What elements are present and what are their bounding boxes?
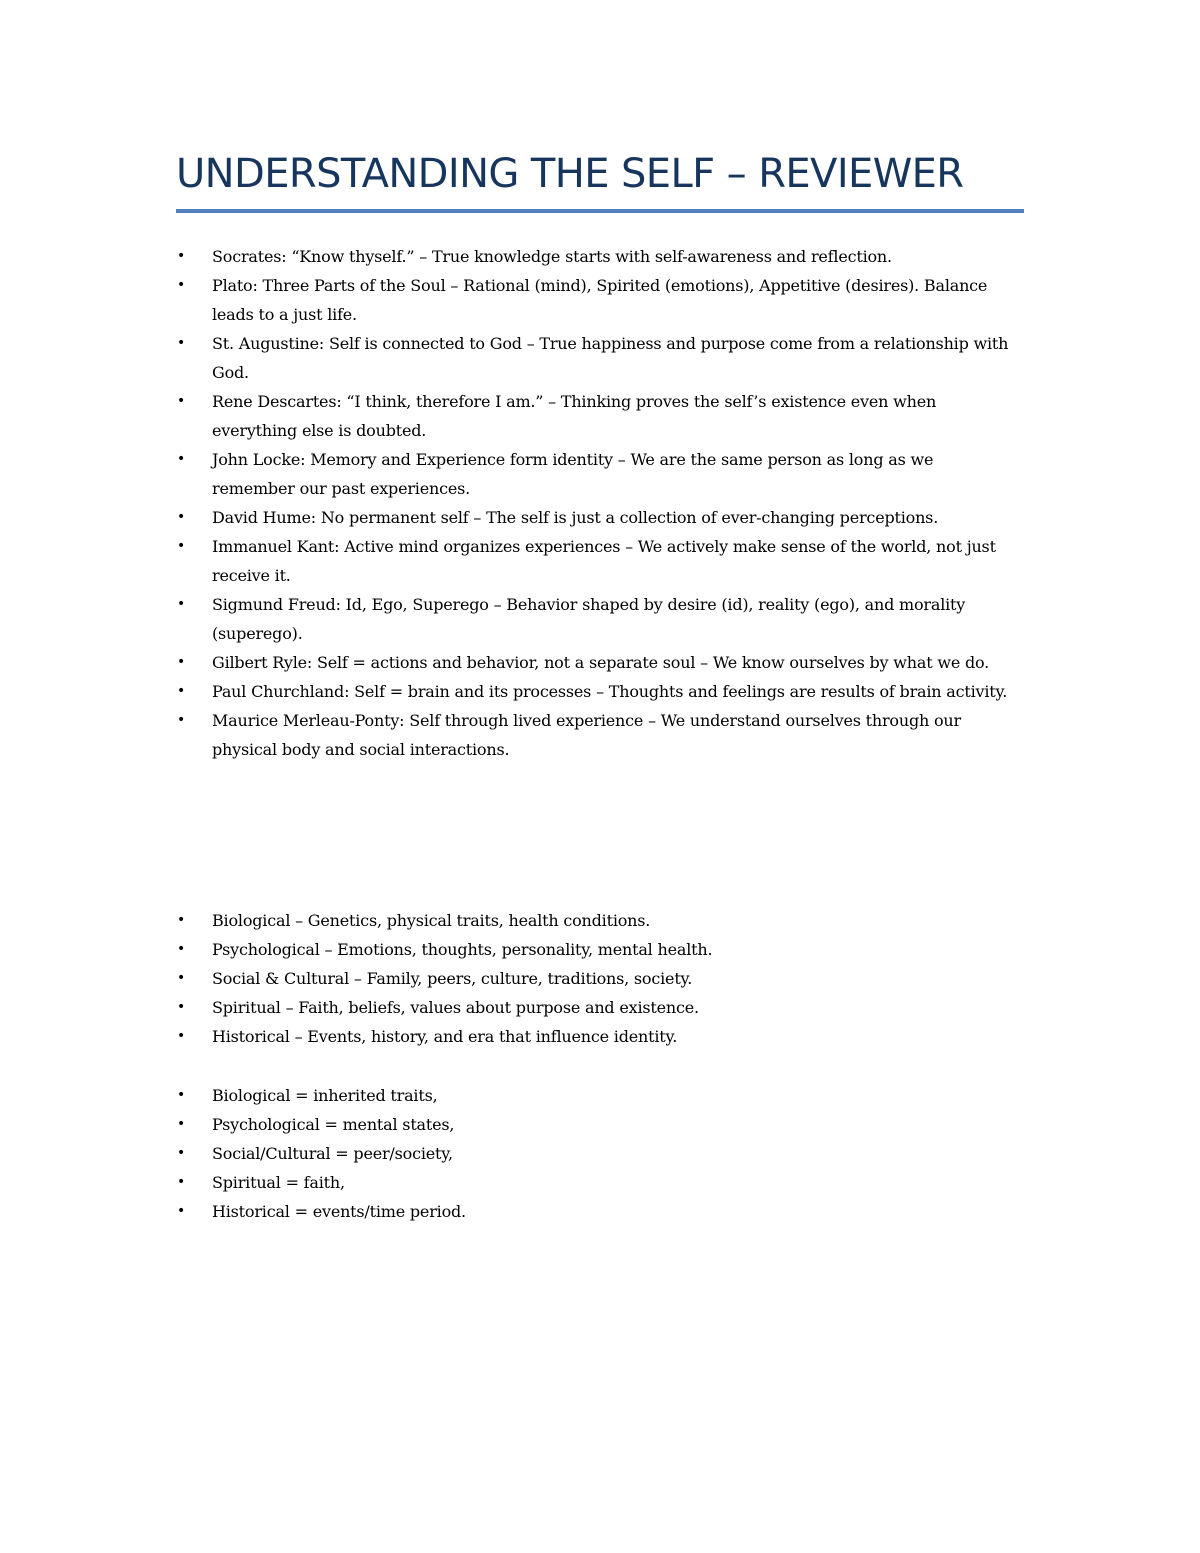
bullet-icon: • (176, 451, 186, 467)
bullet-icon: • (176, 683, 186, 699)
list-item-spiritual (0, 993, 1012, 1022)
title-underline (176, 209, 1024, 213)
list-item-hume (0, 503, 1012, 532)
bullet-icon: • (176, 248, 186, 264)
list-item-text: Historical = events/time period. (212, 1202, 466, 1221)
bullet-icon: • (176, 335, 186, 351)
bullet-icon: • (176, 1145, 186, 1161)
list-item-summary-spiritual (0, 1168, 1012, 1197)
bullet-icon: • (176, 1203, 186, 1219)
list-item-summary-biological (0, 1081, 1012, 1110)
list-item-churchland (0, 677, 1012, 706)
bullet-icon: • (176, 941, 186, 957)
bullet-icon: • (176, 509, 186, 525)
list-item-text: David Hume: No permanent self – The self is just a collection of ever-changing perceptions. (212, 508, 939, 527)
list-item-text: Spiritual – Faith, beliefs, values about purpose and existence. (212, 998, 699, 1017)
bullet-icon: • (176, 277, 186, 293)
list-item-text: John Locke: Memory and Experience form identity – We are the same person as long as we remember our past experiences. (212, 450, 934, 498)
list-item-text: Spiritual = faith, (212, 1173, 345, 1192)
list-item-historical (0, 1022, 1012, 1051)
list-item-text: Rene Descartes: “I think, therefore I am.” – Thinking proves the self’s existence even when everything else is doubted. (212, 392, 937, 440)
list-item-text: Gilbert Ryle: Self = actions and behavior, not a separate soul – We know ourselves by what we do. (212, 653, 990, 672)
list-item-text: Historical – Events, history, and era that influence identity. (212, 1027, 678, 1046)
list-item-summary-historical (0, 1197, 1012, 1226)
list-item-summary-psychological (0, 1110, 1012, 1139)
factors-list (0, 906, 1012, 1051)
list-item-descartes (0, 387, 1012, 445)
bullet-icon: • (176, 596, 186, 612)
list-item-text: Social/Cultural = peer/society, (212, 1144, 453, 1163)
list-item-merleau-ponty (0, 706, 1012, 764)
list-item-kant (0, 532, 1012, 590)
bullet-icon: • (176, 999, 186, 1015)
bullet-icon: • (176, 1174, 186, 1190)
list-item-plato (0, 271, 1012, 329)
list-item-freud (0, 590, 1012, 648)
bullet-icon: • (176, 1028, 186, 1044)
list-item-text: Psychological = mental states, (212, 1115, 455, 1134)
list-item-text: Biological – Genetics, physical traits, health conditions. (212, 911, 651, 930)
list-item-locke (0, 445, 1012, 503)
list-item-text: Socrates: “Know thyself.” – True knowledge starts with self-awareness and reflection. (212, 247, 892, 266)
list-item-biological (0, 906, 1012, 935)
bullet-icon: • (176, 712, 186, 728)
list-item-text: Psychological – Emotions, thoughts, personality, mental health. (212, 940, 713, 959)
bullet-icon: • (176, 1116, 186, 1132)
bullet-icon: • (176, 970, 186, 986)
list-item-psychological (0, 935, 1012, 964)
philosophers-list (0, 242, 1012, 764)
list-item-text: St. Augustine: Self is connected to God – True happiness and purpose come from a relationship with God. (212, 334, 1009, 382)
list-item-social-cultural (0, 964, 1012, 993)
list-item-text: Maurice Merleau-Ponty: Self through lived experience – We understand ourselves through our physical body and social interactions. (212, 711, 961, 759)
list-item-augustine (0, 329, 1012, 387)
document-title: UNDERSTANDING THE SELF – REVIEWER (176, 151, 964, 197)
list-item-text: Plato: Three Parts of the Soul – Rational (mind), Spirited (emotions), Appetitive (desires). Balance leads to a just life. (212, 276, 988, 324)
list-item-text: Biological = inherited traits, (212, 1086, 438, 1105)
bullet-icon: • (176, 654, 186, 670)
bullet-icon: • (176, 538, 186, 554)
summary-list (0, 1081, 1012, 1226)
list-item-text: Social & Cultural – Family, peers, culture, traditions, society. (212, 969, 693, 988)
bullet-icon: • (176, 912, 186, 928)
list-item-summary-social-cultural (0, 1139, 1012, 1168)
list-item-ryle (0, 648, 1012, 677)
list-item-socrates (0, 242, 1012, 271)
list-item-text: Sigmund Freud: Id, Ego, Superego – Behavior shaped by desire (id), reality (ego), and morality (superego). (212, 595, 966, 643)
bullet-icon: • (176, 1087, 186, 1103)
list-item-text: Paul Churchland: Self = brain and its processes – Thoughts and feelings are results of brain activity. (212, 682, 1008, 701)
list-item-text: Immanuel Kant: Active mind organizes experiences – We actively make sense of the world, not just receive it. (212, 537, 996, 585)
bullet-icon: • (176, 393, 186, 409)
